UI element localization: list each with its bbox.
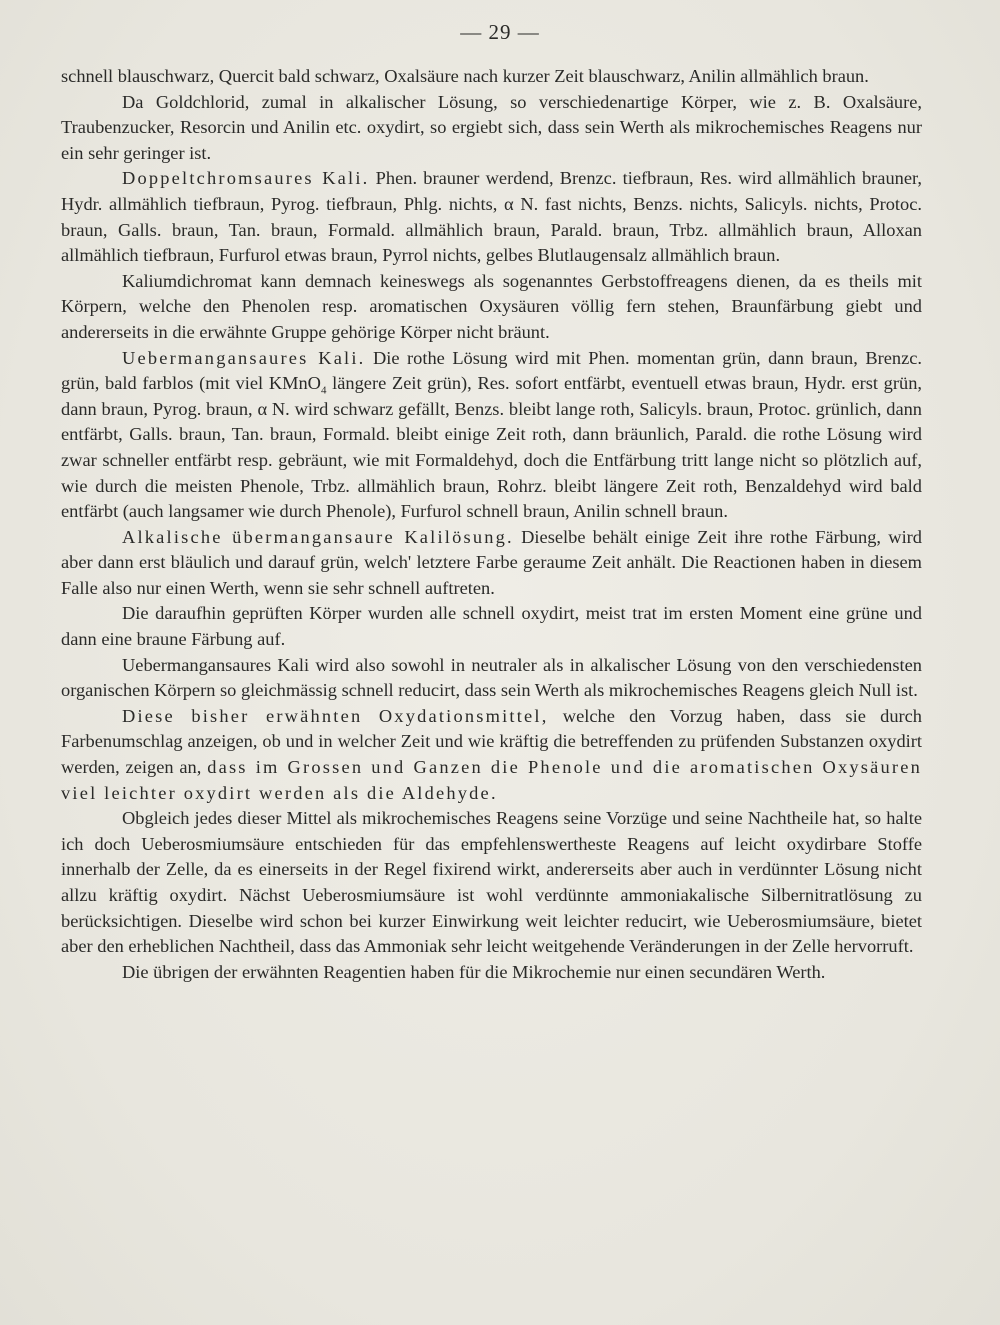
paragraph-text: schnell blauschwarz, Quercit bald schwarz, Oxalsäure nach kurzer Zeit blauschwarz, Anilin allmählich braun. [61, 66, 869, 86]
paragraph-text: Die daraufhin geprüften Körper wurden alle schnell oxydirt, meist trat im ersten Moment eine grüne und dann eine braune Färbung auf. [61, 603, 922, 650]
paragraph [61, 601, 922, 652]
paragraph [61, 704, 922, 806]
body-text [61, 64, 922, 985]
paragraph-text: Da Goldchlorid, zumal in alkalischer Lösung, so verschiedenartige Körper, wie z. B. Oxalsäure, Traubenzucker, Resorcin und Anilin etc. oxydirt, so ergiebt sich, dass sein Werth als mikrochemisches Reagens nur ein sehr geringer ist. [61, 91, 922, 163]
paragraph [61, 269, 922, 346]
paragraph [61, 64, 922, 90]
paragraph [61, 346, 922, 525]
spaced-emphasis: dass im Grossen und Ganzen die Phenole und die aromatischen Oxysäuren viel leichter oxydirt werden als die Aldehyde [61, 757, 922, 803]
paragraph-text: Die übrigen der erwähnten Reagentien haben für die Mikrochemie nur einen secundären Werth. [122, 961, 826, 982]
paragraph [61, 806, 922, 960]
paragraph-text: Uebermangansaures Kali wird also sowohl in neutraler als in alkalischer Lösung von den verschiedensten organischen Körpern so gleichmässig schnell reducirt, dass sein Werth als mikrochemisches Reagens gleich Null ist. [61, 654, 922, 701]
paragraph-text: Dieselbe behält einige Zeit ihre rothe Färbung, wird aber dann erst bläulich und darauf grün, welch' letztere Farbe geraume Zeit anhält. Die Reactionen haben in diesem Falle also nur einen Werth, wenn sie sehr schnell auftreten. [61, 526, 922, 598]
paragraph-text: Die rothe Lösung wird mit Phen. momentan grün, dann braun, Brenzc. grün, bald farblos (mit viel KMnO [61, 347, 922, 394]
paragraph-text: Obgleich jedes dieser Mittel als mikrochemisches Reagens seine Vorzüge und seine Nachtheile hat, so halte ich doch Ueberosmiumsäure entschieden für das empfehlenswertheste Reagens auf leicht oxydirbare Stoffe innerhalb der Zelle, da es einerseits in der Regel fixirend wirkt, andererseits aber auch in verdünnter Lösung nicht allzu kräftig oxydirt. Nächst Ueberosmiumsäure ist wohl verdünnte ammoniakalische Silbernitratlösung zu berücksichtigen. Dieselbe wird schon bei kurzer Einwirkung weit leichter reducirt, wie Ueberosmiumsäure, bietet aber den erheblichen Nachtheil, dass das Ammoniak sehr leicht weitgehende Veränderungen in der Zelle hervorruft. [61, 808, 922, 957]
paragraph-text: welche den Vorzug haben, dass sie durch Farbenumschlag anzeigen, ob und in welcher Zeit und wie kräftig die betreffenden zu prüfenden Substanzen oxydirt werden, zeigen an, [61, 705, 922, 778]
paragraph-text: Phen. brauner werdend, Brenzc. tiefbraun, Res. wird allmählich brauner, Hydr. allmählich tiefbraun, Pyrog. tiefbraun, Phlg. nichts, α N. fast nichts, Benzs. nichts, Salicyls. nichts, Protoc. braun, Galls. braun, Tan. braun, Formald. allmählich braun, Parald. braun, Trbz. allmählich braun, Alloxan allmählich tiefbraun, Furfurol etwas braun, Pyrrol nichts, gelbes Blutlaugensalz allmählich braun. [61, 168, 922, 266]
reagent-heading: Doppeltchromsaures Kali. [122, 168, 370, 189]
reagent-heading: Alkalische übermangansaure Kalilösung. [122, 526, 514, 547]
paragraph [61, 90, 922, 167]
paragraph-text: Kaliumdichromat kann demnach keineswegs als sogenanntes Gerbstoffreagens dienen, da es theils mit Körpern, welche den Phenolen resp. aromatischen Oxysäuren völlig fern stehen, Braunfärbung giebt und andererseits in die erwähnte Gruppe gehörige Körper nicht bräunt. [61, 270, 922, 342]
paragraph-text: . [490, 782, 496, 803]
paragraph [61, 960, 922, 986]
paragraph [61, 166, 922, 268]
paragraph [61, 525, 922, 602]
paragraph-text: längere Zeit grün), Res. sofort entfärbt, eventuell etwas braun, Hydr. erst grün, dann braun, Pyrog. braun, α N. wird schwarz gefällt, Benzs. bleibt lange roth, Salicyls. braun, Protoc. grünlich, dann entfärbt, Galls. braun, Tan. braun, Formald. bleibt einige Zeit roth, dann bräunlich, Parald. die rothe Lösung wird zwar schneller entfärbt resp. gebräunt, wie mit Formaldehyd, doch die Entfärbung tritt lange nicht so plötzlich auf, wie durch die meisten Phenole, Trbz. allmählich braun, Rohrz. bleibt längere Zeit roth, Benzaldehyd wird bald entfärbt (auch langsamer wie durch Phenole), Furfurol schnell braun, Anilin schnell braun. [61, 373, 922, 522]
reagent-heading: Uebermangansaures Kali. [122, 347, 366, 368]
spaced-emphasis: Diese bisher erwähnten Oxydationsmittel, [122, 705, 549, 726]
paragraph [61, 653, 922, 704]
subscript: 4 [320, 384, 327, 397]
page-number-header: — 29 — [460, 20, 540, 44]
